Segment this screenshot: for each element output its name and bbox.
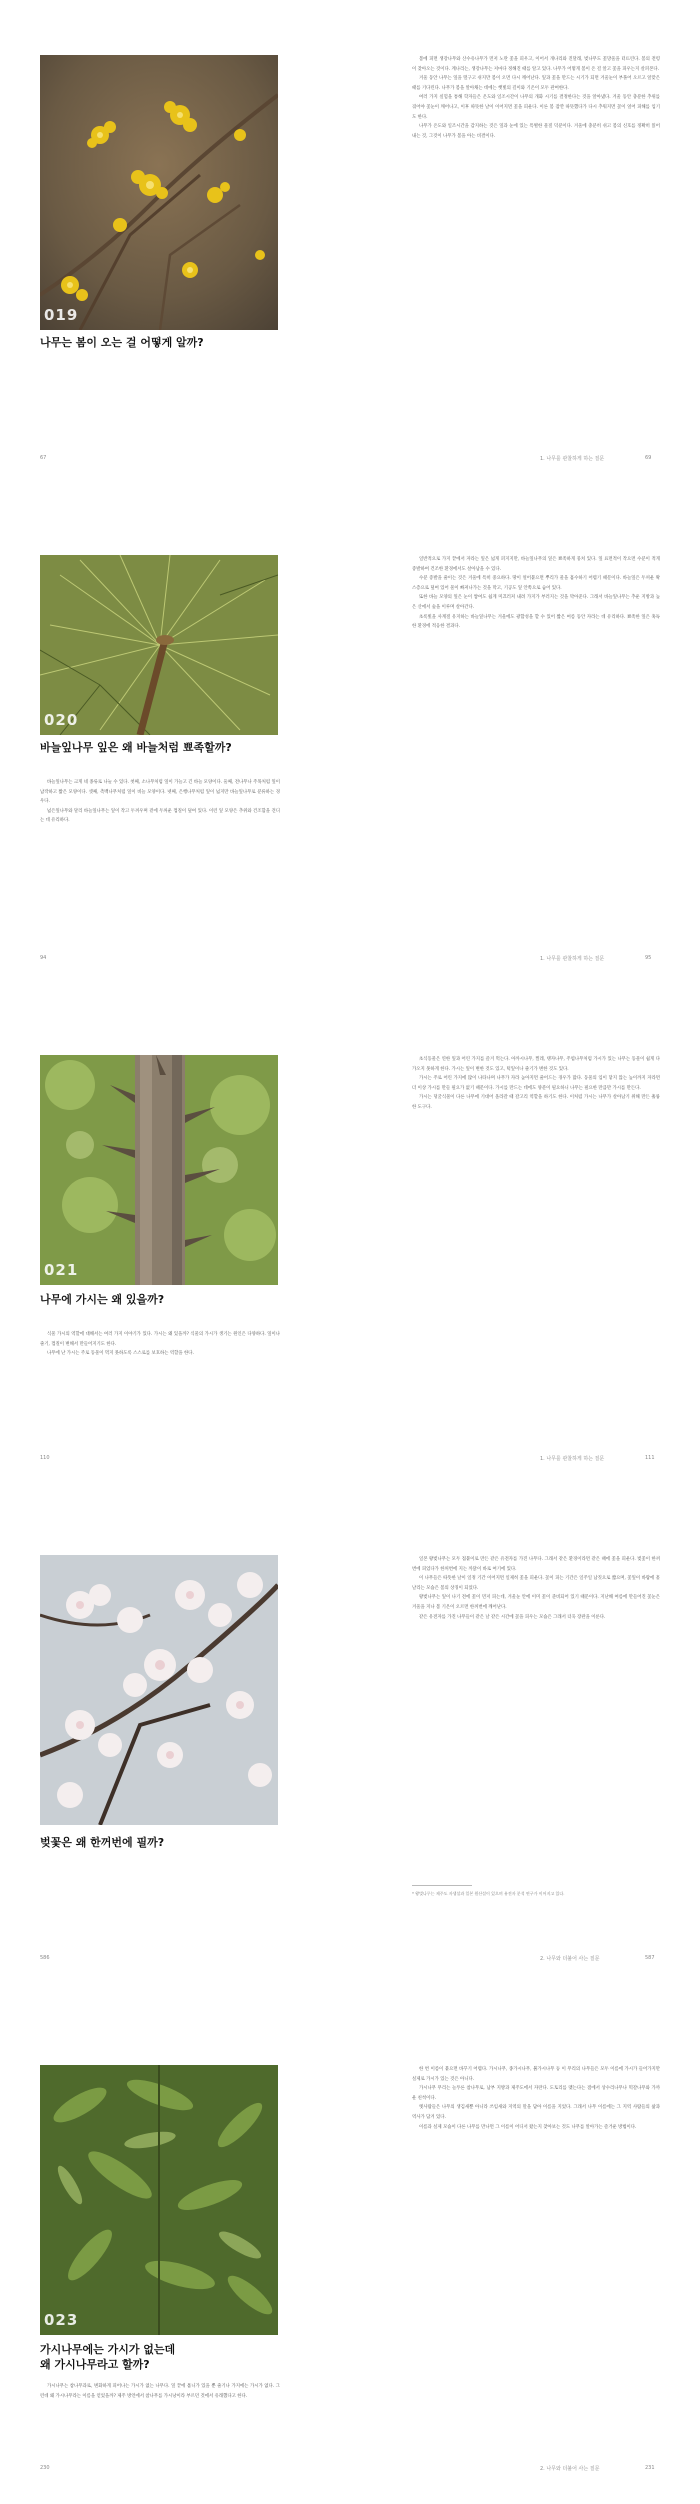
body-text-right: [412, 1555, 660, 1622]
photo-yellow-flowers: [40, 55, 278, 330]
paragraph: 여러 가지 실험을 통해 학자들은 온도와 일조시간이 나무의 개화 시기를 결정한다는 것을 알아냈다. 겨울 동안 충분한 추위를 겪어야 꽃눈이 깨어나고, 이후 따뜻한 날이 이어지면 꽃을 피운다. 이른 봄 잠깐 따뜻했다가 다시 추워지면 꽃이 얼어 피해를 입기도 한다.: [412, 95, 660, 120]
paragraph: 왕벚나무는 잎이 나기 전에 꽃이 먼저 피는데, 겨울눈 안에 이미 꽃이 준비되어 있기 때문이다. 지난해 여름에 만들어진 꽃눈은 겨울을 지나 봄 기온이 오르면 한꺼번에 깨어난다.: [412, 1595, 660, 1610]
running-head: 1. 나무를 관찰하게 하는 질문: [540, 1456, 605, 1462]
spread-1: [0, 0, 700, 472]
chapter-number: 021: [44, 1261, 79, 1279]
photo-cherry-blossoms: [40, 1555, 278, 1825]
paragraph: 수분 증발을 줄이는 것은 겨울에 특히 중요하다. 땅이 얼어붙으면 뿌리가 물을 흡수하기 어렵기 때문이다. 바늘잎은 두꺼운 왁스층으로 덮여 있어 물이 빠져나가는 것을 막고, 기공도 잎 안쪽으로 숨어 있다.: [412, 576, 660, 591]
running-head: 2. 나무와 더불어 사는 질문: [540, 1956, 600, 1962]
paragraph: 한 번 이름이 붙으면 바꾸기 어렵다. 가시나무, 종가시나무, 붉가시나무 등 이 무리의 나무들은 모두 이름에 가시가 들어가지만 실제로 가시가 있는 것은 아니다.: [412, 2067, 660, 2082]
body-text-right: [412, 1055, 660, 1113]
spread-5: [0, 2010, 700, 2482]
paragraph: 넓은잎나무와 달리 바늘잎나무는 잎이 작고 두꺼우며 겉에 두꺼운 껍질이 덮여 있다. 이런 잎 모양은 추위와 건조함을 견디는 데 유리하다.: [40, 808, 280, 824]
running-head: 1. 나무를 관찰하게 하는 질문: [540, 456, 605, 462]
paragraph: 바늘잎나무는 크게 네 종류로 나눌 수 있다. 첫째, 소나무처럼 잎이 가늘고 긴 바늘 모양이다. 둘째, 전나무나 주목처럼 잎이 납작하고 짧은 모양이다. 셋째, 측백나무처럼 잎이 비늘 모양이다. 넷째, 은행나무처럼 잎이 넓지만 바늘잎나무로 분류하는 경우다.: [40, 780, 280, 805]
paragraph: 또한 바늘 모양의 잎은 눈이 쌓여도 쉽게 미끄러져 내려 가지가 부러지는 것을 막아준다. 그래서 바늘잎나무는 추운 지방과 높은 산에서 숲을 이루며 살아간다.: [412, 595, 660, 610]
body-text-left: [40, 1330, 280, 1359]
photo-pine-needles: [40, 555, 278, 735]
page-number-left: 67: [40, 455, 47, 461]
page-number-left: 230: [40, 2465, 50, 2471]
chapter-title: 바늘잎나무 잎은 왜 바늘처럼 뾰족할까?: [40, 741, 232, 754]
body-text-left: [40, 778, 280, 826]
page-number-left: 94: [40, 955, 47, 961]
page-number-right: 95: [645, 955, 652, 961]
body-text-right: [412, 2065, 660, 2132]
spread-4: [0, 1500, 700, 1972]
chapter-number: 020: [44, 711, 79, 729]
paragraph: 가시는 덩굴식물이 다른 나무에 기대어 올라갈 때 갈고리 역할을 하기도 한다. 이처럼 가시는 나무가 살아남기 위해 만든 훌륭한 도구다.: [412, 1095, 660, 1110]
photo-image: [40, 1055, 278, 1285]
chapter-title-line-2: 왜 가시나무라고 할까?: [40, 2358, 150, 2371]
chapter-title: 나무에 가시는 왜 있을까?: [40, 1293, 165, 1306]
page-number-right: 231: [645, 2465, 655, 2471]
chapter-title-line-1: 가시나무에는 가시가 없는데: [40, 2343, 176, 2356]
paragraph: 같은 유전자를 가진 나무들이 같은 날 같은 시간에 꽃을 피우는 모습은 그래서 더욱 장관을 이룬다.: [419, 1614, 606, 1620]
footnote: * 왕벚나무는 제주도 자생설과 일본 원산설이 있으며 유전자 분석 연구가 이어지고 있다.: [412, 1891, 565, 1896]
body-text-right: [412, 555, 660, 632]
page-number-right: 69: [645, 455, 652, 461]
paragraph: 가시는 주로 어린 가지에 많이 나타나며 나무가 자라 높아지면 줄어드는 경우가 많다. 동물의 입이 닿지 않는 높이까지 자라면 더 이상 가시를 만들 필요가 없기 때문이다. 가시를 만드는 데에도 양분이 필요하니 나무는 필요한 만큼만 가시를 만든다.: [412, 1076, 660, 1091]
body-text-right: [412, 55, 660, 141]
paragraph: 이름과 실제 모습이 다른 나무를 만나면 그 이름이 어디서 왔는지 찾아보는 것도 나무를 알아가는 즐거운 방법이다.: [419, 2124, 637, 2130]
spread-2: [0, 500, 700, 972]
paragraph: 겨울 동안 나무는 잎을 떨구고 쉬지만 봄이 오면 다시 깨어난다. 잎과 꽃을 만드는 시기가 되면 겨울눈이 부풀어 오르고 알맞은 때를 기다린다. 나무가 봄을 알아채는 데에는 햇빛의 길이와 기온이 모두 관여한다.: [412, 76, 660, 91]
paragraph: 일본 왕벚나무는 모두 접붙이로 만든 같은 유전자를 가진 나무다. 그래서 같은 환경이라면 같은 때에 꽃을 피운다. 벚꽃이 한꺼번에 피었다가 한꺼번에 지는 까닭이 바로 여기에 있다.: [412, 1557, 660, 1572]
photo-oak-leaves: [40, 2065, 278, 2335]
body-text-left: [40, 2382, 280, 2401]
chapter-title: 나무는 봄이 오는 걸 어떻게 알까?: [40, 336, 204, 349]
paragraph: 나무가 온도와 일조시간을 감지하는 것은 잎과 눈에 있는 특별한 물질 덕분이다. 겨울에 충분히 쉬고 봄의 신호를 정확히 읽어내는 것, 그것이 나무가 봄을 아는 비결이다.: [412, 124, 660, 139]
paragraph: 이 나무들은 따뜻한 날이 일정 기간 이어지면 일제히 꽃을 피운다. 꽃이 피는 기간은 일주일 남짓으로 짧으며, 꽃잎이 바람에 흩날리는 모습은 봄의 상징이 되었다.: [412, 1576, 660, 1591]
photo-image: [40, 1555, 278, 1825]
running-head: 1. 나무를 관찰하게 하는 질문: [540, 956, 605, 962]
paragraph: 식물 가시의 역할에 대해서는 여러 가지 이야기가 있다. 가시는 왜 있을까? 식물의 가시가 생기는 원인은 다양하다. 잎이나 줄기, 껍질이 변해서 만들어지기도 한다.: [40, 1332, 280, 1347]
paragraph: 일반적으로 가지 끝에서 자라는 잎은 넓게 퍼지지만, 바늘잎나무의 잎은 뾰족하게 뭉쳐 있다. 잎 표면적이 작으면 수분이 적게 증발하여 건조한 환경에서도 살아남을 수 있다.: [412, 557, 660, 572]
footnote-divider: [412, 1885, 472, 1886]
chapter-title: 벚꽃은 왜 한꺼번에 필까?: [40, 1836, 165, 1849]
paragraph: 가시나무는 참나무과로, 변화하게 피어나는 가시가 없는 나무다. 잎 끝에 톱니가 있을 뿐 줄기나 가지에는 가시가 없다. 그런데 왜 가시나무라는 이름을 얻었을까? 제주 방언에서 참나무를 가시낭이라 부르던 것에서 유래했다고 한다.: [40, 2384, 280, 2399]
paragraph: 가시나무 무리는 늘푸른 참나무로, 남부 지방과 제주도에서 자란다. 도토리를 맺는다는 점에서 상수리나무나 떡갈나무와 가까운 친척이다.: [412, 2086, 660, 2101]
photo-image: [40, 2065, 278, 2335]
photo-thorny-trunk: [40, 1055, 278, 1285]
running-head: 2. 나무와 더불어 사는 질문: [540, 2466, 600, 2472]
page-number-left: 110: [40, 1455, 50, 1461]
spread-3: [0, 1000, 700, 1472]
paragraph: 초식동물은 연한 잎과 어린 가지를 즐겨 먹는다. 아까시나무, 찔레, 탱자나무, 주엽나무처럼 가시가 있는 나무는 동물이 쉽게 다가오지 못하게 한다. 가시는 잎이 변한 것도 있고, 턱잎이나 줄기가 변한 것도 있다.: [412, 1057, 660, 1072]
page-number-right: 587: [645, 1955, 655, 1961]
photo-image: [40, 555, 278, 735]
photo-image: [40, 55, 278, 330]
page-number-left: 586: [40, 1955, 50, 1961]
chapter-title: [40, 2342, 290, 2372]
chapter-number: 023: [44, 2311, 79, 2329]
paragraph: 옛사람들은 나무의 생김새뿐 아니라 쓰임새와 지역의 말을 담아 이름을 지었다. 그래서 나무 이름에는 그 지역 사람들의 삶과 역사가 담겨 있다.: [412, 2105, 660, 2120]
page-number-right: 111: [645, 1455, 655, 1461]
paragraph: 초록빛을 사계절 유지하는 바늘잎나무는 겨울에도 광합성을 할 수 있어 짧은 여름 동안 자라는 데 유리하다. 뾰족한 잎은 혹독한 환경에 적응한 결과다.: [412, 614, 660, 630]
paragraph: 봄에 피면 생강나무와 산수유나무가 먼저 노란 꽃을 피우고, 이어서 개나리와 진달래, 벚나무도 꽃망울을 터뜨린다. 봄의 전령이 찾아오는 것이다. 계나리는, 생강나무는 저마다 정해진 때를 알고 있다. 나무가 어떻게 봄이 온 걸 알고 꽃을 피우는지 살펴본다.: [412, 57, 660, 72]
chapter-number: 019: [44, 306, 79, 324]
paragraph: 나무에 난 가시는 주로 동물이 먹지 못하도록 스스로를 보호하는 역할을 한다.: [47, 1351, 194, 1357]
